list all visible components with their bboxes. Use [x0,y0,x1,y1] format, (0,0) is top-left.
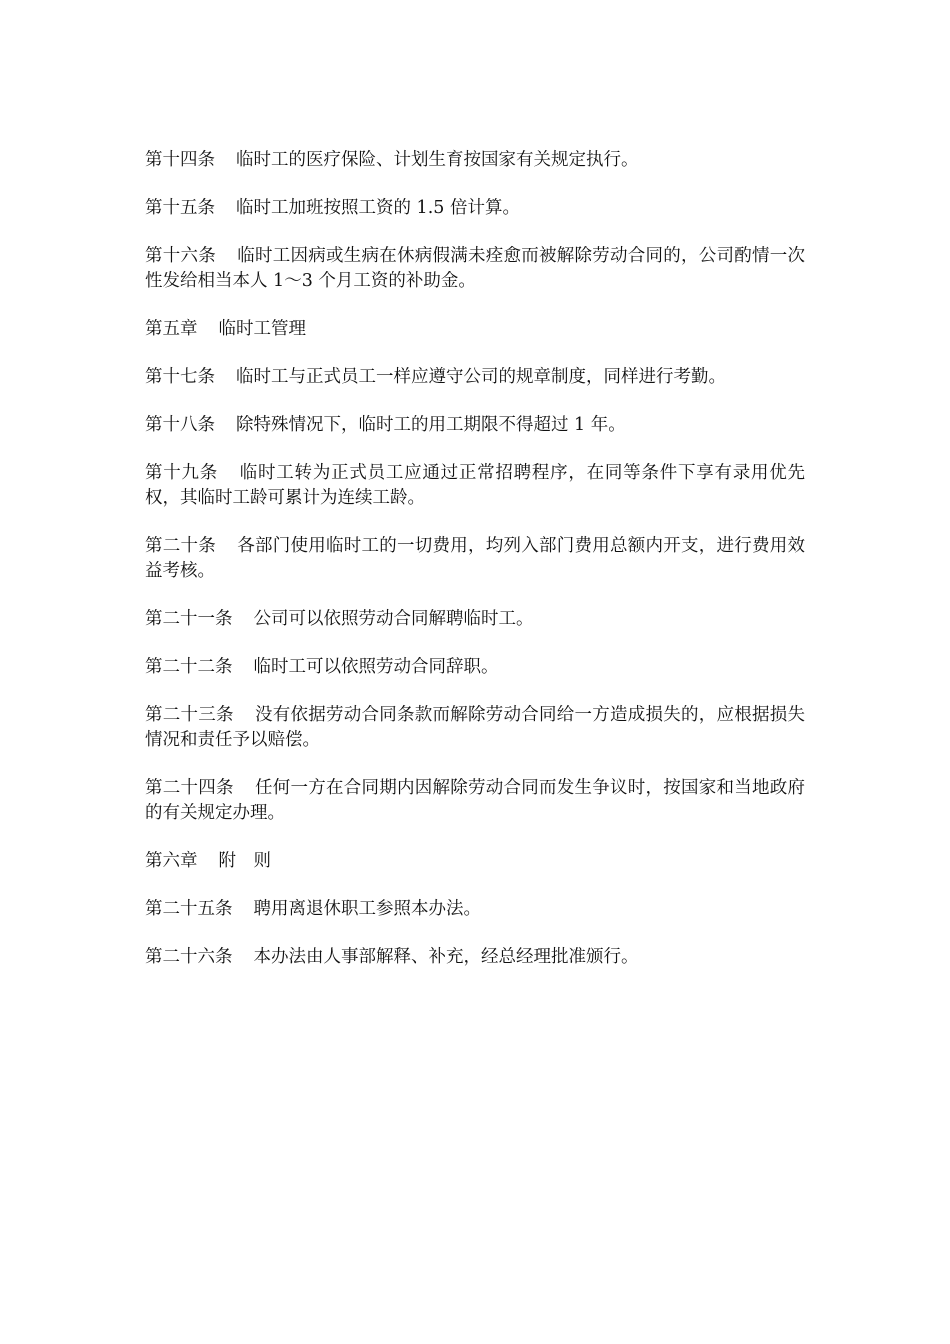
chapter-label: 第六章 [145,851,198,871]
article-22 [145,655,805,680]
document-body [145,148,805,993]
article-15 [145,196,805,221]
article-14 [145,148,805,173]
chapter-title: 临时工管理 [218,319,306,339]
article-text: 各部门使用临时工的一切费用，均列入部门费用总额内开支，进行费用效益考核。 [145,536,805,581]
article-text: 聘用离退休职工参照本办法。 [253,899,481,919]
article-18 [145,413,805,438]
article-label: 第二十六条 [145,947,233,967]
article-label: 第十九条 [145,463,219,483]
article-label: 第十五条 [145,198,215,218]
article-26 [145,945,805,970]
article-label: 第二十四条 [145,778,234,798]
chapter-5-heading [145,317,805,342]
article-25 [145,897,805,922]
article-text: 临时工与正式员工一样应遵守公司的规章制度，同样进行考勤。 [236,367,726,387]
article-17 [145,365,805,390]
article-label: 第十六条 [145,246,216,266]
article-23 [145,703,805,753]
article-text: 除特殊情况下，临时工的用工期限不得超过 1 年。 [236,415,626,435]
article-label: 第二十五条 [145,899,233,919]
article-label: 第十七条 [145,367,215,387]
article-label: 第二十三条 [145,705,234,725]
article-text: 公司可以依照劳动合同解聘临时工。 [253,609,534,629]
article-text: 本办法由人事部解释、补充，经总经理批准颁行。 [253,947,639,967]
article-label: 第二十一条 [145,609,233,629]
article-label: 第十四条 [145,150,215,170]
article-text: 临时工转为正式员工应通过正常招聘程序，在同等条件下享有录用优先权，其临时工龄可累计为连续工龄。 [145,463,806,508]
article-text: 临时工的医疗保险、计划生育按国家有关规定执行。 [236,150,639,170]
chapter-label: 第五章 [145,319,198,339]
article-16 [145,244,805,294]
article-text: 没有依据劳动合同条款而解除劳动合同给一方造成损失的，应根据损失情况和责任予以赔偿。 [145,705,805,750]
chapter-title: 附 则 [218,851,271,871]
article-20 [145,534,805,584]
article-label: 第二十二条 [145,657,233,677]
article-24 [145,776,805,826]
article-label: 第二十条 [145,536,216,556]
article-text: 任何一方在合同期内因解除劳动合同而发生争议时，按国家和当地政府的有关规定办理。 [145,778,805,823]
article-21 [145,607,805,632]
article-text: 临时工可以依照劳动合同辞职。 [253,657,499,677]
article-text: 临时工因病或生病在休病假满未痊愈而被解除劳动合同的，公司酌情一次性发给相当本人 1～3 个月工资的补助金。 [145,246,805,291]
chapter-6-heading [145,849,805,874]
article-text: 临时工加班按照工资的 1.5 倍计算。 [236,198,520,218]
article-label: 第十八条 [145,415,215,435]
article-19 [145,461,805,511]
